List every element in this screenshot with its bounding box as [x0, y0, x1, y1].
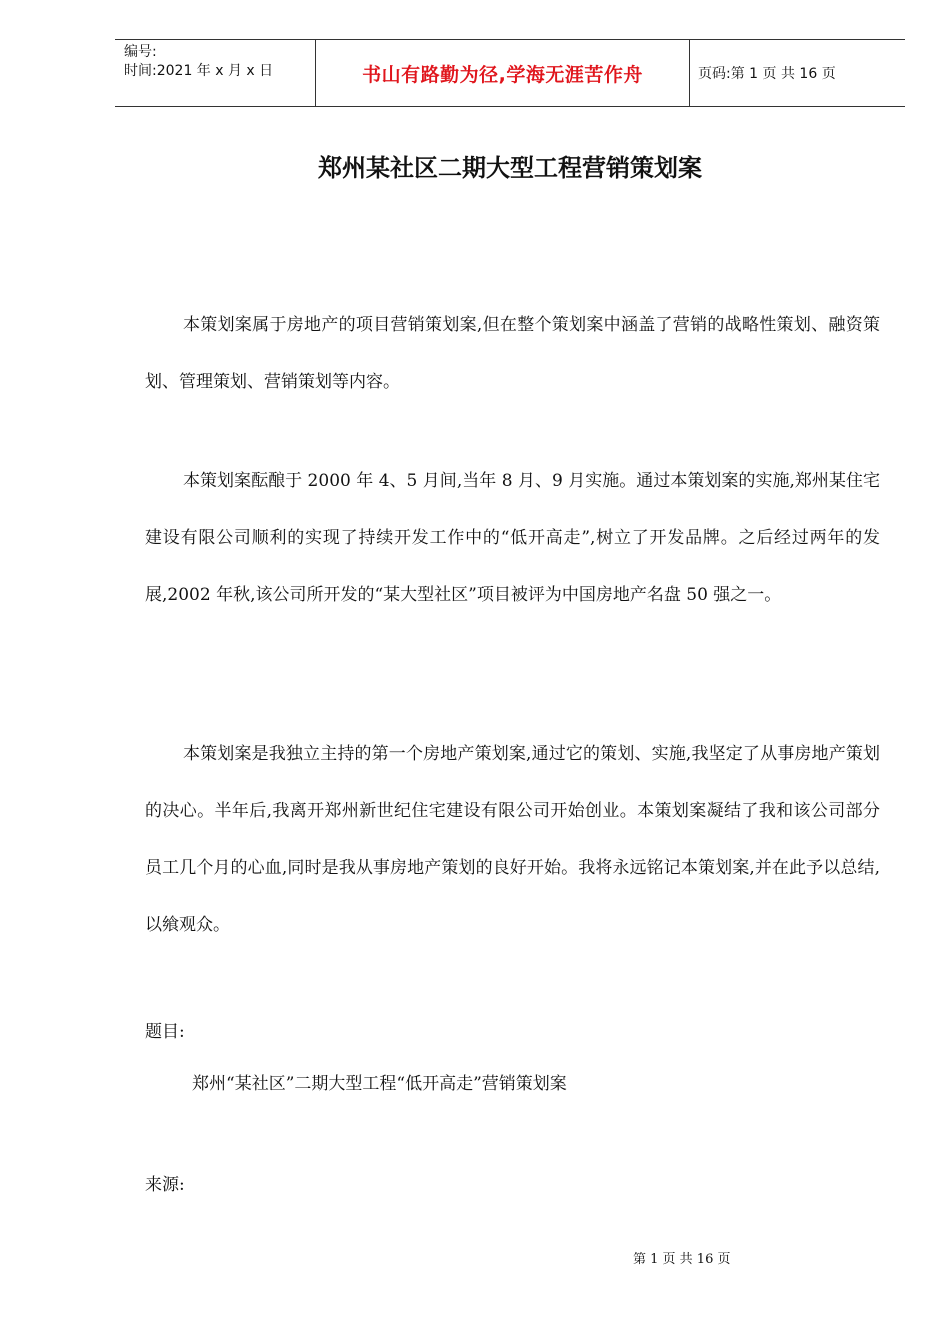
time-label: 时间:2021 年 x 月 x 日 — [124, 63, 274, 79]
source-label: 来源: — [145, 1175, 185, 1195]
subject-value: 郑州“某社区”二期大型工程“低开高走”营销策划案 — [192, 1074, 567, 1094]
paragraph-history: 本策划案酝酿于 2000 年 4、5 月间,当年 8 月、9 月实施。通过本策划案的实施,郑州某住宅建设有限公司顺利的实现了持续开发工作中的“低开高走”,树立了开发品牌。之后经过两年的发展,2002 年秋,该公司所开发的“某大型社区”项目被评为中国房地产名盘 50 强之一。 — [145, 471, 880, 605]
subject-label: 题目: — [145, 1022, 185, 1042]
document-title: 郑州某社区二期大型工程营销策划案 — [318, 154, 702, 182]
number-label: 编号: — [124, 44, 157, 60]
header-motto-cell — [316, 40, 690, 106]
motto-text: 书山有路勤为径,学海无涯苦作舟 — [362, 63, 643, 86]
paragraph-reflection: 本策划案是我独立主持的第一个房地产策划案,通过它的策划、实施,我坚定了从事房地产策划的决心。半年后,我离开郑州新世纪住宅建设有限公司开始创业。本策划案凝结了我和该公司部分员工几个月的心血,同时是我从事房地产策划的良好开始。我将永远铭记本策划案,并在此予以总结,以飨观众。 — [145, 744, 880, 935]
page-footer: 第 1 页 共 16 页 — [633, 1252, 731, 1267]
header-meta-cell — [115, 40, 316, 106]
paragraph-intro: 本策划案属于房地产的项目营销策划案,但在整个策划案中涵盖了营销的战略性策划、融资策划、管理策划、营销策划等内容。 — [145, 315, 880, 392]
page-header — [115, 39, 905, 107]
page-info: 页码:第 1 页 共 16 页 — [698, 66, 836, 82]
header-page-cell — [690, 40, 905, 106]
